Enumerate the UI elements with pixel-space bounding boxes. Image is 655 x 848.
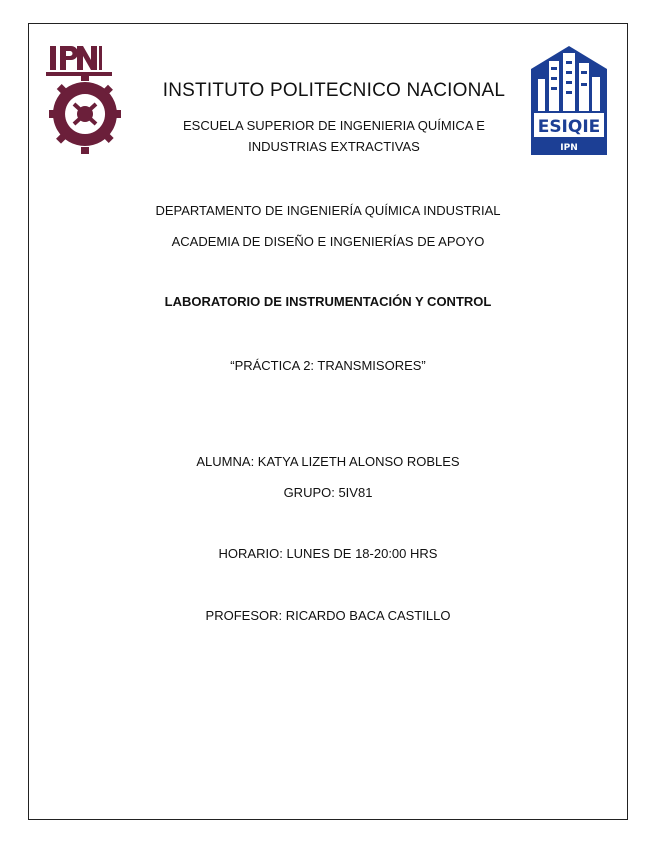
institute-name: INSTITUTO POLITECNICO NACIONAL xyxy=(162,80,506,101)
schedule-label: HORARIO: LUNES DE 18-20:00 HRS xyxy=(218,546,438,561)
department-name: DEPARTAMENTO DE INGENIERÍA QUÍMICA INDUSTRIAL xyxy=(155,203,501,218)
practice-title: “PRÁCTICA 2: TRANSMISORES” xyxy=(230,358,426,373)
esiqie-logo-subtext: IPN xyxy=(560,143,578,153)
school-name-line2: INDUSTRIAS EXTRACTIVAS xyxy=(248,139,420,154)
esiqie-logo xyxy=(527,43,611,158)
esiqie-logo-text: ESIQIE xyxy=(537,117,601,137)
academy-name: ACADEMIA DE DISEÑO E INGENIERÍAS DE APOYO xyxy=(171,234,485,249)
school-name-line1: ESCUELA SUPERIOR DE INGENIERIA QUÍMICA E xyxy=(183,118,485,133)
group-label: GRUPO: 5IV81 xyxy=(283,485,373,500)
professor-name: PROFESOR: RICARDO BACA CASTILLO xyxy=(205,608,451,623)
laboratory-name: LABORATORIO DE INSTRUMENTACIÓN Y CONTROL xyxy=(164,294,492,309)
student-name: ALUMNA: KATYA LIZETH ALONSO ROBLES xyxy=(196,454,460,469)
ipn-logo xyxy=(46,44,124,160)
